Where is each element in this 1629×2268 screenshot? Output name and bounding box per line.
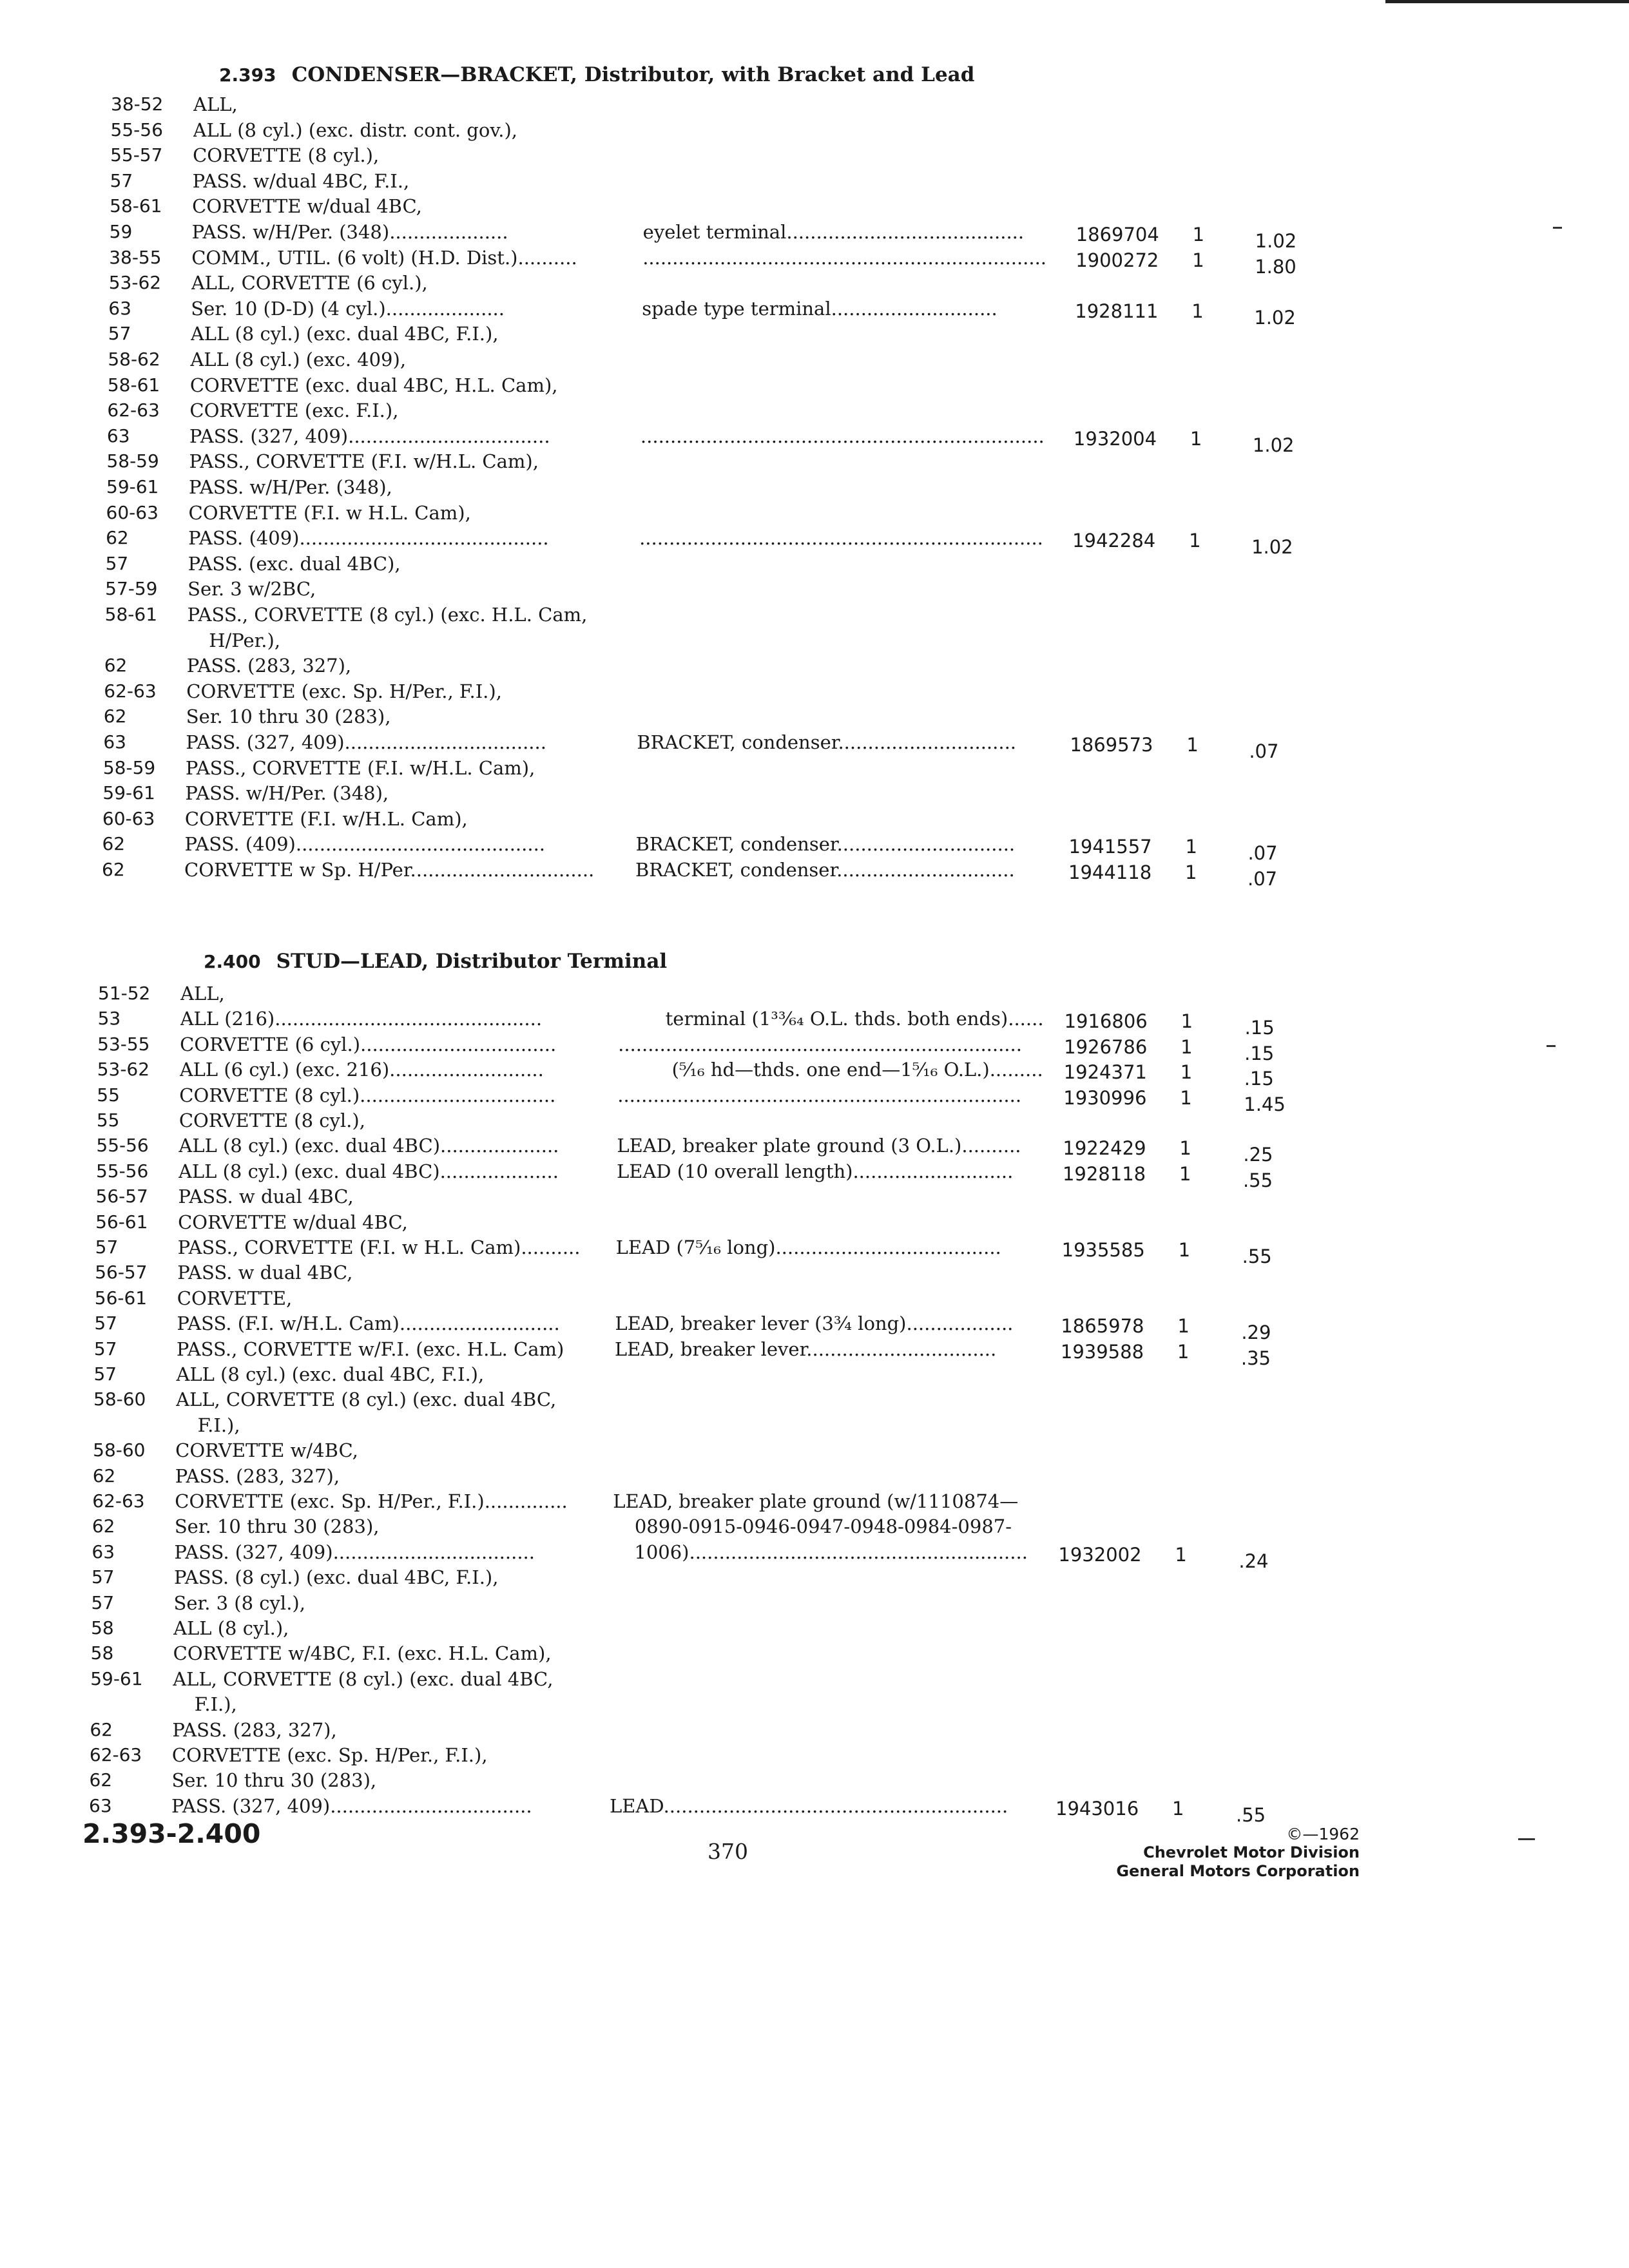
part-number: 1869573 (1070, 734, 1153, 756)
part-description: .................................................................... (617, 1084, 1022, 1106)
model-application: PASS., CORVETTE (8 cyl.) (exc. H.L. Cam, (187, 604, 588, 626)
model-application: CORVETTE (8 cyl.), (193, 144, 380, 167)
model-year: 63 (89, 1794, 112, 1816)
table-row (0, 219, 1629, 252)
part-description: 0890-0915-0946-0947-0948-0984-0987- (634, 1515, 1012, 1538)
division-name: Chevrolet Motor Division (1143, 1843, 1360, 1861)
part-number: 1943016 (1055, 1797, 1139, 1820)
model-application: CORVETTE (exc. dual 4BC, H.L. Cam), (189, 374, 558, 396)
model-application: PASS. (283, 327), (172, 1718, 337, 1741)
model-application: PASS. (327, 409).................................. (189, 425, 550, 447)
table-row (0, 1666, 1629, 1692)
part-description: eyelet terminal........................................ (642, 221, 1025, 243)
table-row (0, 117, 1629, 143)
list-price: .07 (1248, 842, 1278, 865)
top-rule (1385, 0, 1629, 3)
model-year: 55-57 (110, 144, 163, 166)
model-year: 63 (103, 731, 126, 753)
model-year: 59-61 (102, 782, 155, 804)
list-price: 1.02 (1254, 306, 1296, 329)
quantity: 1 (1185, 861, 1197, 883)
table-row (0, 398, 1629, 423)
table-row (0, 1108, 1629, 1133)
list-price: 1.45 (1244, 1093, 1286, 1115)
model-year: 62 (106, 527, 129, 549)
model-application: ALL (8 cyl.) (exc. dual 4BC, F.I.), (176, 1363, 485, 1385)
model-application: PASS. w/dual 4BC, F.I., (192, 169, 410, 192)
model-application: CORVETTE w/dual 4BC, (192, 195, 422, 218)
part-description: spade type terminal............................ (642, 297, 998, 320)
quantity: 1 (1180, 1061, 1193, 1084)
model-application: PASS. w dual 4BC, (178, 1186, 354, 1208)
part-description: LEAD, breaker plate ground (w/1110874— (613, 1490, 1019, 1512)
table-row (0, 1564, 1629, 1590)
list-price: .07 (1249, 740, 1279, 762)
part-description: LEAD, breaker plate ground (3 O.L.).......... (617, 1135, 1021, 1157)
model-application: ALL, (180, 983, 225, 1004)
model-year: 62 (104, 655, 128, 677)
margin-mark (1518, 1838, 1535, 1840)
part-description: (⁵⁄₁₆ hd—thds. one end—1⁵⁄₁₆ O.L.)......... (671, 1059, 1043, 1081)
table-row (0, 321, 1629, 347)
model-application: Ser. 10 (D-D) (4 cyl.).................... (191, 297, 505, 320)
model-year: 53 (97, 1008, 121, 1030)
model-year: 57-59 (105, 578, 158, 600)
model-year: 62 (102, 833, 126, 855)
model-application: CORVETTE w/4BC, F.I. (exc. H.L. Cam), (173, 1642, 552, 1665)
model-application: F.I.), (197, 1414, 240, 1436)
model-application: ALL (8 cyl.) (exc. dual 4BC).................... (178, 1135, 559, 1157)
quantity: 1 (1181, 1035, 1193, 1058)
table-row (0, 602, 1629, 628)
model-year: 56-57 (95, 1262, 148, 1283)
model-year: 57 (108, 323, 131, 345)
part-number: 1928111 (1075, 300, 1159, 322)
table-row (0, 806, 1629, 832)
table-row (0, 628, 1629, 653)
table-row (0, 1387, 1629, 1412)
model-application: ALL (216)............................................. (180, 1008, 543, 1030)
model-year: 55-56 (96, 1135, 149, 1157)
part-description: LEAD, breaker lever................................ (614, 1338, 997, 1360)
table-row (0, 1717, 1629, 1743)
model-year: 62 (92, 1465, 116, 1486)
table-row (0, 1539, 1629, 1572)
model-year: 57 (110, 169, 133, 191)
list-price: .55 (1236, 1803, 1266, 1826)
part-description: terminal (1³³⁄₆₄ O.L. thds. both ends)...... (665, 1008, 1044, 1030)
quantity: 1 (1181, 1010, 1193, 1033)
table-row (0, 1133, 1629, 1166)
model-year: 53-62 (97, 1059, 150, 1081)
table-row (0, 1184, 1629, 1209)
list-price: 1.02 (1251, 536, 1293, 559)
model-application: Ser. 10 thru 30 (283), (186, 706, 391, 728)
model-year: 58-61 (110, 195, 162, 217)
model-year: 56-57 (95, 1186, 148, 1207)
model-application: PASS. (409).......................................... (184, 833, 546, 856)
model-year: 63 (108, 297, 131, 319)
model-application: F.I.), (194, 1693, 237, 1716)
model-year: 62 (103, 706, 127, 727)
model-year: 57 (94, 1312, 117, 1334)
model-year: 56-61 (94, 1287, 148, 1309)
list-price: .35 (1240, 1347, 1271, 1369)
table-row (0, 448, 1629, 474)
list-price: .55 (1242, 1245, 1272, 1267)
part-number: 1944118 (1068, 861, 1152, 883)
table-row (0, 372, 1629, 398)
table-row (0, 1691, 1629, 1717)
table-row (0, 1640, 1629, 1666)
model-application: CORVETTE (exc. Sp. H/Per., F.I.), (186, 680, 502, 702)
table-row (0, 1235, 1629, 1267)
model-year: 62-63 (104, 680, 157, 702)
model-year: 63 (92, 1541, 115, 1562)
table-row (0, 1488, 1629, 1514)
table-row (0, 347, 1629, 372)
model-application: CORVETTE w/4BC, (175, 1439, 358, 1462)
part-number: 1916806 (1064, 1010, 1148, 1033)
list-price: .15 (1244, 1017, 1275, 1039)
model-year: 55-56 (95, 1160, 149, 1182)
table-row (0, 1437, 1629, 1463)
model-application: PASS. (327, 409).................................. (174, 1541, 535, 1563)
table-row (0, 1082, 1629, 1115)
part-number: 1935585 (1061, 1239, 1145, 1261)
model-year: 57 (95, 1236, 119, 1258)
part-description: BRACKET, condenser.............................. (635, 833, 1016, 856)
table-row (0, 1767, 1629, 1793)
table-row (0, 474, 1629, 500)
model-application: COMM., UTIL. (6 volt) (H.D. Dist.).......... (191, 246, 577, 269)
quantity: 1 (1185, 836, 1197, 858)
model-year: 57 (91, 1566, 115, 1588)
model-application: CORVETTE (F.I. w/H.L. Cam), (184, 807, 468, 830)
model-year: 57 (93, 1363, 117, 1385)
table-row (0, 857, 1629, 890)
quantity: 1 (1179, 1162, 1191, 1185)
section-title (219, 63, 974, 86)
model-year: 62-63 (92, 1490, 145, 1512)
model-application: ALL (8 cyl.), (173, 1617, 289, 1639)
table-row (0, 296, 1629, 329)
list-price: .29 (1241, 1321, 1271, 1344)
part-description: LEAD (10 overall length)........................... (616, 1160, 1014, 1182)
list-price: .15 (1244, 1042, 1275, 1064)
part-description: LEAD, breaker lever (3¾ long).................. (615, 1312, 1014, 1335)
table-row (0, 1032, 1629, 1064)
quantity: 1 (1179, 1137, 1191, 1160)
model-application: PASS. w/H/Per. (348), (189, 476, 392, 498)
model-year: 60-63 (106, 501, 159, 523)
quantity: 1 (1192, 249, 1204, 271)
table-row (0, 1590, 1629, 1616)
section-number: 2.400 (204, 951, 261, 972)
quantity: 1 (1175, 1543, 1187, 1566)
list-price: 1.02 (1255, 230, 1297, 252)
quantity: 1 (1186, 734, 1199, 756)
part-description: .................................................................... (642, 246, 1047, 269)
list-price: 1.80 (1255, 255, 1296, 278)
model-year: 62 (102, 859, 125, 880)
model-application: PASS. (exc. dual 4BC), (188, 552, 401, 575)
table-row (0, 1615, 1629, 1641)
model-year: 55-56 (110, 119, 163, 140)
model-year: 58-60 (93, 1439, 146, 1461)
section-title (204, 950, 667, 973)
section-number: 2.393 (219, 64, 276, 86)
model-application: CORVETTE (8 cyl.), (178, 1110, 365, 1131)
table-row (0, 423, 1629, 456)
list-price: .24 (1239, 1550, 1269, 1572)
model-year: 55 (96, 1110, 120, 1131)
table-row (0, 981, 1629, 1006)
part-description: .................................................................... (618, 1033, 1022, 1055)
model-application: ALL (8 cyl.) (exc. dual 4BC).................... (178, 1160, 559, 1182)
table-row (0, 653, 1629, 678)
model-application: ALL, CORVETTE (8 cyl.) (exc. dual 4BC, (173, 1667, 554, 1690)
model-application: PASS. (F.I. w/H.L. Cam)........................... (177, 1312, 560, 1335)
model-year: 58-61 (107, 374, 160, 396)
model-year: 53-55 (97, 1033, 150, 1055)
list-price: .55 (1242, 1169, 1273, 1191)
model-application: PASS., CORVETTE (F.I. w H.L. Cam).......... (177, 1236, 581, 1258)
model-application: CORVETTE (exc. Sp. H/Per., F.I.), (171, 1744, 488, 1766)
model-application: CORVETTE, (177, 1287, 293, 1309)
publisher-block (1057, 1825, 1360, 1881)
table-row (0, 91, 1629, 117)
model-application: CORVETTE (exc. Sp. H/Per., F.I.).............. (175, 1490, 568, 1512)
section-heading: CONDENSER—BRACKET, Distributor, with Bracket and Lead (291, 63, 975, 86)
quantity: 1 (1191, 300, 1204, 322)
model-year: 62-63 (89, 1744, 142, 1765)
model-application: PASS., CORVETTE (F.I. w/H.L. Cam), (189, 450, 539, 473)
quantity: 1 (1189, 530, 1201, 552)
model-application: PASS. (409).......................................... (188, 527, 549, 550)
model-application: Ser. 3 w/2BC, (188, 578, 316, 601)
part-number: 1930996 (1063, 1086, 1147, 1109)
model-application: CORVETTE w/dual 4BC, (178, 1211, 408, 1233)
part-number: 1922429 (1063, 1137, 1146, 1160)
part-number: 1939588 (1060, 1340, 1144, 1363)
model-year: 62 (89, 1769, 113, 1791)
section-heading: STUD—LEAD, Distributor Terminal (276, 950, 668, 973)
list-price: .25 (1243, 1144, 1273, 1166)
model-year: 57 (105, 552, 129, 574)
model-year: 53-62 (108, 272, 162, 294)
table-row (0, 780, 1629, 806)
model-year: 59-61 (106, 476, 159, 497)
part-number: 1900272 (1075, 249, 1159, 271)
part-description: BRACKET, condenser.............................. (637, 731, 1017, 753)
model-year: 59-61 (90, 1667, 143, 1689)
model-application: PASS., CORVETTE (F.I. w/H.L. Cam), (185, 756, 535, 779)
list-price: 1.02 (1252, 434, 1295, 456)
model-application: ALL, (193, 93, 238, 115)
table-row (0, 678, 1629, 704)
table-row (0, 1260, 1629, 1285)
part-number: 1942284 (1072, 530, 1156, 552)
part-number: 1869704 (1075, 224, 1159, 245)
part-description: .................................................................... (639, 527, 1043, 550)
model-application: PASS., CORVETTE w/F.I. (exc. H.L. Cam) (176, 1338, 564, 1360)
model-application: PASS. (327, 409).................................. (186, 731, 546, 753)
model-application: ALL, CORVETTE (6 cyl.), (191, 272, 428, 294)
model-year: 57 (93, 1338, 117, 1360)
model-application: ALL (6 cyl.) (exc. 216).......................... (179, 1059, 544, 1081)
table-row (0, 168, 1629, 194)
model-year: 58 (90, 1642, 114, 1664)
quantity: 1 (1177, 1315, 1190, 1338)
table-row (0, 193, 1629, 219)
model-year: 63 (106, 425, 130, 447)
corporation-name: General Motors Corporation (1116, 1862, 1360, 1880)
model-application: CORVETTE (6 cyl.)................................. (180, 1033, 557, 1055)
part-number: 1924371 (1063, 1061, 1147, 1084)
model-application: PASS. (327, 409).................................. (171, 1794, 532, 1817)
model-year: 60-63 (102, 807, 155, 829)
part-number: 1926786 (1064, 1035, 1148, 1058)
model-year: 62 (90, 1718, 113, 1740)
quantity: 1 (1177, 1340, 1190, 1363)
model-application: PASS. (283, 327), (175, 1465, 340, 1487)
part-number: 1932002 (1058, 1543, 1142, 1566)
model-year: 57 (91, 1591, 115, 1613)
quantity: 1 (1178, 1239, 1191, 1261)
table-row (0, 1742, 1629, 1768)
model-year: 62-63 (107, 399, 160, 421)
table-row (0, 1793, 1629, 1826)
model-application: Ser. 10 thru 30 (283), (171, 1769, 377, 1792)
page-section-code: 2.393-2.400 (82, 1818, 261, 1849)
table-row (0, 1514, 1629, 1539)
table-row (0, 551, 1629, 577)
page-number: 370 (708, 1839, 748, 1864)
model-year: 58-62 (108, 349, 160, 370)
quantity: 1 (1180, 1086, 1192, 1109)
model-year: 56-61 (95, 1211, 148, 1233)
model-year: 38-55 (109, 246, 162, 268)
model-year: 62 (92, 1515, 115, 1537)
model-year: 58-59 (106, 450, 159, 472)
model-application: Ser. 3 (8 cyl.), (173, 1591, 305, 1614)
table-row (0, 270, 1629, 296)
part-description: .................................................................... (640, 425, 1045, 447)
model-year: 58-59 (102, 756, 156, 778)
model-application: Ser. 10 thru 30 (283), (174, 1515, 380, 1538)
model-application: CORVETTE (F.I. w H.L. Cam), (188, 501, 471, 524)
model-application: CORVETTE (exc. F.I.), (189, 399, 399, 422)
table-row (0, 245, 1629, 278)
model-application: PASS. w dual 4BC, (177, 1262, 353, 1284)
table-row (0, 1311, 1629, 1344)
table-row (0, 1463, 1629, 1489)
table-row (0, 729, 1629, 762)
table-row (0, 1412, 1629, 1438)
model-year: 59 (109, 221, 133, 242)
table-row (0, 576, 1629, 602)
model-year: 38-52 (111, 93, 164, 115)
table-row (0, 755, 1629, 781)
model-application: ALL, CORVETTE (8 cyl.) (exc. dual 4BC, (176, 1389, 557, 1411)
table-row (0, 1006, 1629, 1039)
table-row (0, 1057, 1629, 1090)
model-application: PASS. w/H/Per. (348).................... (191, 221, 508, 243)
copyright: ©—1962 (1286, 1825, 1360, 1843)
part-description: LEAD (7⁵⁄₁₆ long)...................................... (615, 1236, 1001, 1258)
part-description: 1006)......................................................... (634, 1541, 1028, 1563)
list-price: .15 (1244, 1068, 1274, 1090)
model-application: PASS. (283, 327), (186, 655, 352, 677)
table-row (0, 831, 1629, 865)
table-row (0, 1361, 1629, 1387)
part-description: LEAD.......................................................... (610, 1794, 1008, 1817)
table-row (0, 525, 1629, 559)
quantity: 1 (1190, 427, 1202, 450)
table-row (0, 1285, 1629, 1311)
model-application: ALL (8 cyl.) (exc. 409), (190, 349, 407, 370)
table-row (0, 1336, 1629, 1369)
table-row (0, 1158, 1629, 1191)
model-application: PASS. (8 cyl.) (exc. dual 4BC, F.I.), (173, 1566, 499, 1589)
part-number: 1932004 (1073, 427, 1157, 450)
quantity: 1 (1192, 224, 1205, 245)
model-year: 55 (97, 1084, 120, 1106)
table-row (0, 142, 1629, 168)
model-year: 58-61 (104, 604, 158, 625)
table-row (0, 704, 1629, 729)
part-number: 1928118 (1062, 1162, 1146, 1185)
model-year: 58-60 (93, 1389, 146, 1410)
list-price: .07 (1248, 868, 1278, 890)
model-application: ALL (8 cyl.) (exc. dual 4BC, F.I.), (190, 323, 499, 345)
model-application: H/Per.), (209, 629, 281, 651)
model-application: CORVETTE w Sp. H/Per............................... (184, 859, 595, 881)
part-number: 1865978 (1061, 1315, 1144, 1338)
part-description: BRACKET, condenser.............................. (635, 859, 1015, 881)
model-application: ALL (8 cyl.) (exc. distr. cont. gov.), (193, 119, 518, 141)
model-year: 58 (91, 1617, 114, 1639)
table-row (0, 1209, 1629, 1235)
table-row (0, 500, 1629, 526)
model-application: CORVETTE (8 cyl.)................................. (179, 1084, 556, 1106)
quantity: 1 (1172, 1797, 1184, 1820)
part-number: 1941557 (1068, 836, 1152, 858)
model-year: 51-52 (98, 983, 151, 1004)
model-application: PASS. w/H/Per. (348), (185, 782, 389, 805)
